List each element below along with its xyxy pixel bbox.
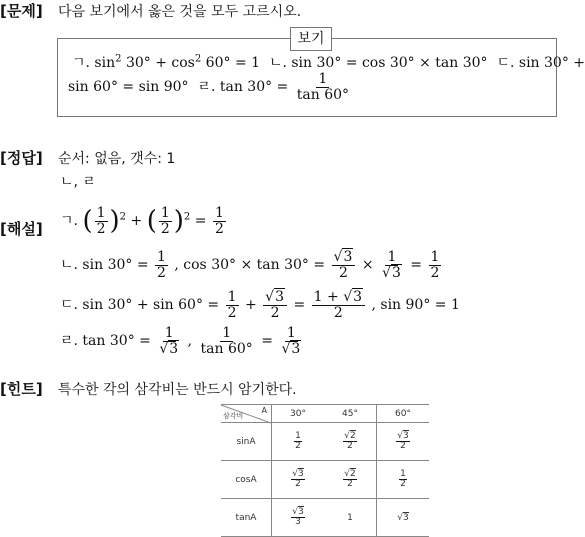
row-name-cos: cosA — [221, 461, 272, 499]
explanation-line-a: ㄱ. ( $\frac{1}{2}$ )$^2$ + ( $\frac{1}{2}$ )$^2$ = $\frac{1}{2}$ — [60, 205, 224, 237]
trig-table-header-row — [221, 405, 429, 423]
answer-label: [정답] — [0, 149, 43, 167]
explanation-line-d: ㄹ. tan 30° = $\frac{1}{√3}$ , $\frac{1}{\tan 60^\circ}$ = $\frac{1}{√3}$ — [60, 325, 301, 357]
expl-marker-d: ㄹ. — [60, 333, 78, 350]
row-name-sin: sinA — [221, 423, 272, 461]
bogi-line-2: sin 60° = sin 90° ㄹ. tan 30° = $\frac{1}{\tan 60^\circ}$ — [68, 71, 350, 103]
answer-value: ㄴ, ㄹ — [60, 174, 96, 190]
header-60: 60° — [377, 405, 430, 423]
corner-top: A — [261, 406, 267, 415]
expl-marker-c: ㄷ. — [60, 297, 78, 314]
problem-label: [문제] — [0, 2, 43, 20]
trig-table-corner — [221, 405, 272, 423]
bogi-marker-d: ㄹ. — [197, 79, 216, 96]
bogi-marker-b: ㄴ. — [268, 55, 287, 71]
bogi-marker-a: ㄱ. — [72, 55, 90, 71]
hint-label: [힌트] — [0, 380, 43, 398]
explanation-line-b: ㄴ. sin 30° = $\frac{1}{2}$ , cos 30° × tan 30° = $\frac{√3}{2}$ × $\frac{1}{√3}$ = $\frac{1}{2}$ — [60, 249, 440, 281]
explanation-line-c: ㄷ. sin 30° + sin 60° = $\frac{1}{2}$ + $\frac{√3}{2}$ = $\frac{1 + √3}{2}$ , sin 90° = 1 — [60, 289, 460, 321]
row-name-tan: tanA — [221, 499, 272, 537]
trig-table-row: tanA $\frac{√3}{3}$ 1 √3 — [221, 499, 429, 537]
corner-bottom: 삼각비 — [223, 412, 244, 420]
answer-meta: 순서: 없음, 갯수: 1 — [58, 151, 176, 167]
bogi-marker-c: ㄷ. — [496, 55, 515, 71]
expl-marker-b: ㄴ. — [60, 257, 78, 274]
problem-text: 다음 보기에서 옳은 것을 모두 고르시오. — [58, 4, 302, 20]
expl-marker-a: ㄱ. — [60, 213, 78, 230]
bogi-line-1: ㄱ. $\sin^2 30^\circ + \cos^2 60^\circ = 1$ ㄴ. sin 30° = cos 30° × tan 30° ㄷ. sin 30° + — [72, 53, 585, 71]
trig-table-row: cosA $\frac{√3}{2}$ $\frac{√2}{2}$ $\frac{1}{2}$ — [221, 461, 429, 499]
header-30: 30° — [272, 405, 325, 423]
explanation-label: [해설] — [0, 220, 43, 238]
header-45: 45° — [324, 405, 377, 423]
trig-table — [221, 404, 429, 537]
hint-text: 특수한 각의 삼각비는 반드시 암기한다. — [58, 382, 297, 398]
trig-table-row: sinA $\frac{1}{2}$ $\frac{√2}{2}$ $\frac{√3}{2}$ — [221, 423, 429, 461]
bogi-title: 보기 — [290, 27, 332, 51]
